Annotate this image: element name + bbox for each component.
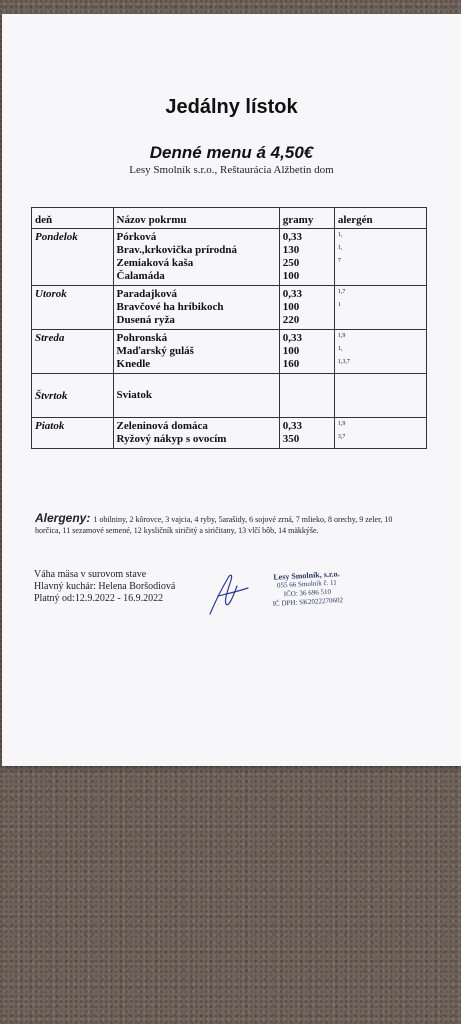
- table-row: [32, 330, 427, 374]
- dish-allergens-cell: [334, 229, 426, 286]
- dish-name-cell: [113, 330, 279, 374]
- dish-allergens: 1,9: [337, 333, 346, 339]
- stamp-ico: IČO: 36 696 510: [283, 587, 332, 599]
- dish-grams: 130: [282, 244, 300, 256]
- dish-allergens-cell: [334, 330, 426, 374]
- dish-grams: 350: [282, 433, 300, 445]
- dish-grams: [283, 376, 331, 389]
- stamp-company: Lesy Smolník, s.r.o.: [273, 569, 340, 582]
- dish-allergens: 1,: [337, 346, 343, 352]
- dish-grams: 0,33: [282, 231, 303, 243]
- dish-name: Zemiaková kaša: [116, 257, 194, 269]
- dish-name-cell: [113, 229, 279, 286]
- dish-name: Knedle: [116, 358, 151, 370]
- table-header-row: [32, 208, 427, 229]
- dish-grams: 0,33: [282, 332, 303, 344]
- table-row: [32, 286, 427, 330]
- dish-allergens: [338, 376, 423, 389]
- dish-allergens: 3,7: [337, 434, 346, 440]
- day-name: Pondelok: [32, 229, 114, 286]
- dish-allergens: 1,7: [337, 289, 346, 295]
- stamp-dic: IČ DPH: SK2022270602: [272, 596, 344, 608]
- dish-name: Čalamáda: [116, 270, 165, 282]
- dish-allergens-cell: [334, 286, 426, 330]
- dish-name-cell: [113, 286, 279, 330]
- dish-allergens: [338, 270, 423, 283]
- dish-allergens: 1,: [337, 245, 343, 251]
- validity-period: Platný od:12.9.2022 - 16.9.2022: [34, 593, 164, 604]
- dish-name: Paradajková: [116, 288, 178, 300]
- dish-grams: 100: [282, 270, 300, 282]
- page-title: Jedálny lístok: [165, 96, 298, 118]
- day-name: Piatok: [32, 418, 114, 449]
- dish-name: Pórková: [116, 231, 157, 243]
- head-chef: Hlavný kuchár: Helena Boršodiová: [34, 581, 176, 592]
- dish-name: Pohronská: [116, 332, 168, 344]
- company-name: Lesy Smolník s.r.o., Reštaurácia Alžbetin dom: [129, 164, 334, 176]
- dish-grams-cell: [279, 330, 334, 374]
- dish-grams: 100: [282, 345, 300, 357]
- handwritten-signature: [204, 570, 254, 618]
- header-dish: Názov pokrmu: [113, 208, 279, 229]
- header-grams: gramy: [279, 208, 334, 229]
- dish-grams-cell: [279, 418, 334, 449]
- dish-grams-cell: [279, 374, 334, 418]
- dish-allergens: [338, 314, 423, 327]
- menu-sheet: [2, 14, 461, 766]
- dish-name: Zeleninová domáca: [116, 420, 208, 432]
- dish-grams-cell: [279, 286, 334, 330]
- footer-notes: [34, 569, 175, 605]
- day-name: Utorok: [32, 286, 114, 330]
- dish-name: Brav.,krkovička prírodná: [116, 244, 238, 256]
- menu-table: [31, 207, 427, 449]
- dish-grams: 0,33: [282, 288, 303, 300]
- meat-weight-note: Váha mäsa v surovom stave: [34, 569, 147, 580]
- dish-name-cell: [113, 418, 279, 449]
- dish-grams: 0,33: [282, 420, 303, 432]
- dish-name: Ryžový nákyp s ovocím: [116, 433, 227, 445]
- dish-grams-cell: [279, 229, 334, 286]
- dish-name: Bravčové ha hríbikoch: [116, 301, 224, 313]
- dish-allergens: 1,3,7: [337, 359, 350, 365]
- allergen-legend: [35, 513, 405, 536]
- dish-allergens-cell: [334, 418, 426, 449]
- dish-grams: 250: [282, 257, 300, 269]
- table-row: [32, 229, 427, 286]
- day-name: Streda: [32, 330, 114, 374]
- header-day: deň: [32, 208, 114, 229]
- allergen-legend-label: Alergeny:: [35, 511, 91, 525]
- menu-table-body: [32, 229, 427, 449]
- dish-allergens-cell: [334, 374, 426, 418]
- dish-grams: 160: [282, 358, 300, 370]
- dish-allergens: 1: [337, 302, 341, 308]
- stamp-address: 055 66 Smolník č. 11: [276, 578, 338, 590]
- header-allergen: alergén: [334, 208, 426, 229]
- day-name: Štvrtok: [32, 374, 114, 418]
- dish-name: Maďarský guláš: [116, 345, 194, 357]
- menu-price-subtitle: Denné menu á 4,50€: [149, 143, 314, 162]
- table-row: [32, 418, 427, 449]
- dish-allergens: 7: [337, 258, 341, 264]
- dish-name: Dusená ryža: [116, 314, 175, 326]
- dish-grams: 100: [282, 301, 300, 313]
- dish-name: Sviatok: [116, 389, 152, 401]
- dish-name-cell: [113, 374, 279, 418]
- company-stamp: [271, 569, 343, 609]
- table-row: [32, 374, 427, 418]
- allergen-legend-text: 1 obilniny, 2 kôrovce, 3 vajcia, 4 ryby, 5arašidy, 6 sojové zrná, 7 mlieko, 8 orechy, 9 zeler, 10 horčica, 11 sezamové semené, 12 kysličník siričitý a siričitany, 13 vlčí bôb, 14 mäkkýše.: [35, 515, 393, 535]
- dish-grams: 220: [282, 314, 300, 326]
- dish-allergens: 1,9: [337, 421, 346, 427]
- dish-allergens: 1,: [337, 232, 343, 238]
